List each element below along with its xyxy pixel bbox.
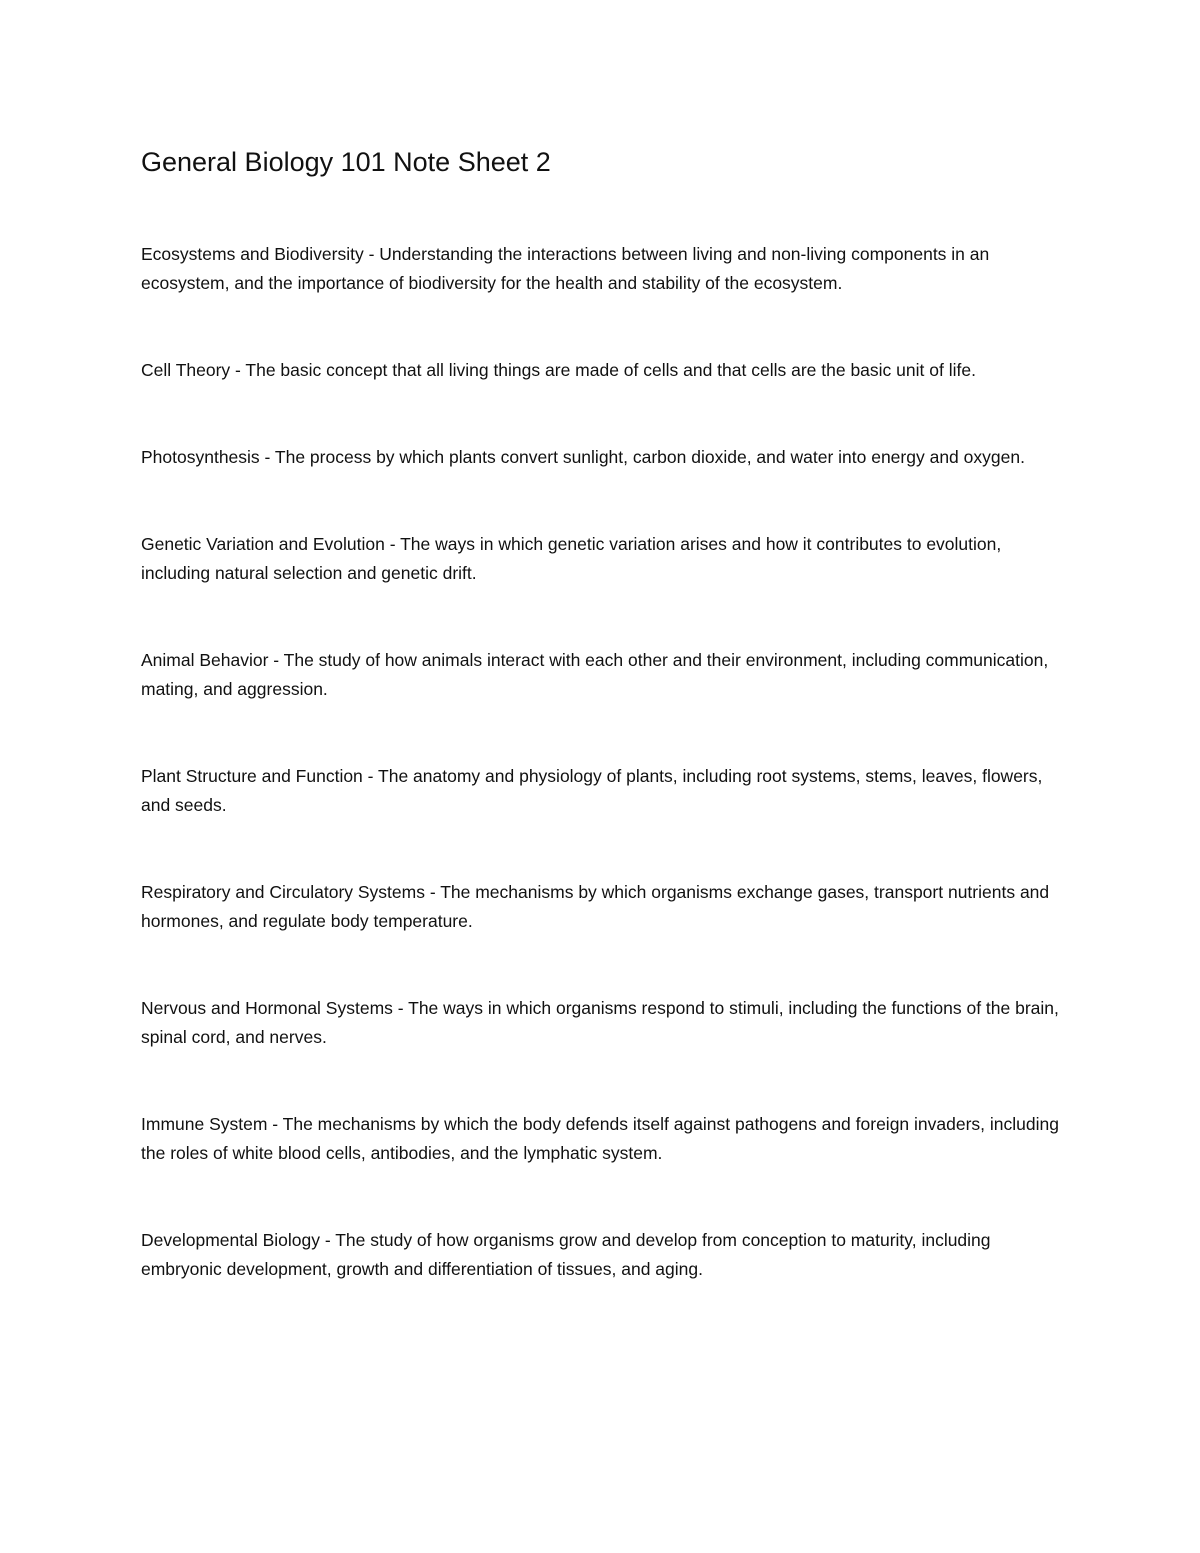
note-entry-ecosystems: Ecosystems and Biodiversity - Understanding the interactions between living and non-living components in an ecosystem, and the importance of biodiversity for the health and stability of the ecosystem. [141, 244, 990, 293]
note-entry-animal-behavior: Animal Behavior - The study of how animals interact with each other and their environment, including communication, mating, and aggression. [141, 650, 1049, 699]
note-entries [141, 240, 1061, 1284]
note-entry-developmental-biology: Developmental Biology - The study of how organisms grow and develop from conception to maturity, including embryonic development, growth and differentiation of tissues, and aging. [141, 1230, 991, 1279]
note-entry-nervous-hormonal: Nervous and Hormonal Systems - The ways in which organisms respond to stimuli, including the functions of the brain, spinal cord, and nerves. [141, 998, 1059, 1047]
note-entry-genetic-variation: Genetic Variation and Evolution - The ways in which genetic variation arises and how it contributes to evolution, including natural selection and genetic drift. [141, 534, 1002, 583]
document-body [141, 140, 1061, 1342]
note-entry-immune-system: Immune System - The mechanisms by which the body defends itself against pathogens and foreign invaders, including the roles of white blood cells, antibodies, and the lymphatic system. [141, 1114, 1059, 1163]
note-entry-photosynthesis: Photosynthesis - The process by which plants convert sunlight, carbon dioxide, and water into energy and oxygen. [141, 447, 1025, 467]
note-entry-respiratory-circulatory: Respiratory and Circulatory Systems - The mechanisms by which organisms exchange gases, transport nutrients and hormones, and regulate body temperature. [141, 882, 1050, 931]
note-entry-cell-theory: Cell Theory - The basic concept that all living things are made of cells and that cells are the basic unit of life. [141, 360, 976, 380]
note-entry-plant-structure: Plant Structure and Function - The anatomy and physiology of plants, including root systems, stems, leaves, flowers, and seeds. [141, 766, 1043, 815]
document-title: General Biology 101 Note Sheet 2 [141, 147, 551, 177]
